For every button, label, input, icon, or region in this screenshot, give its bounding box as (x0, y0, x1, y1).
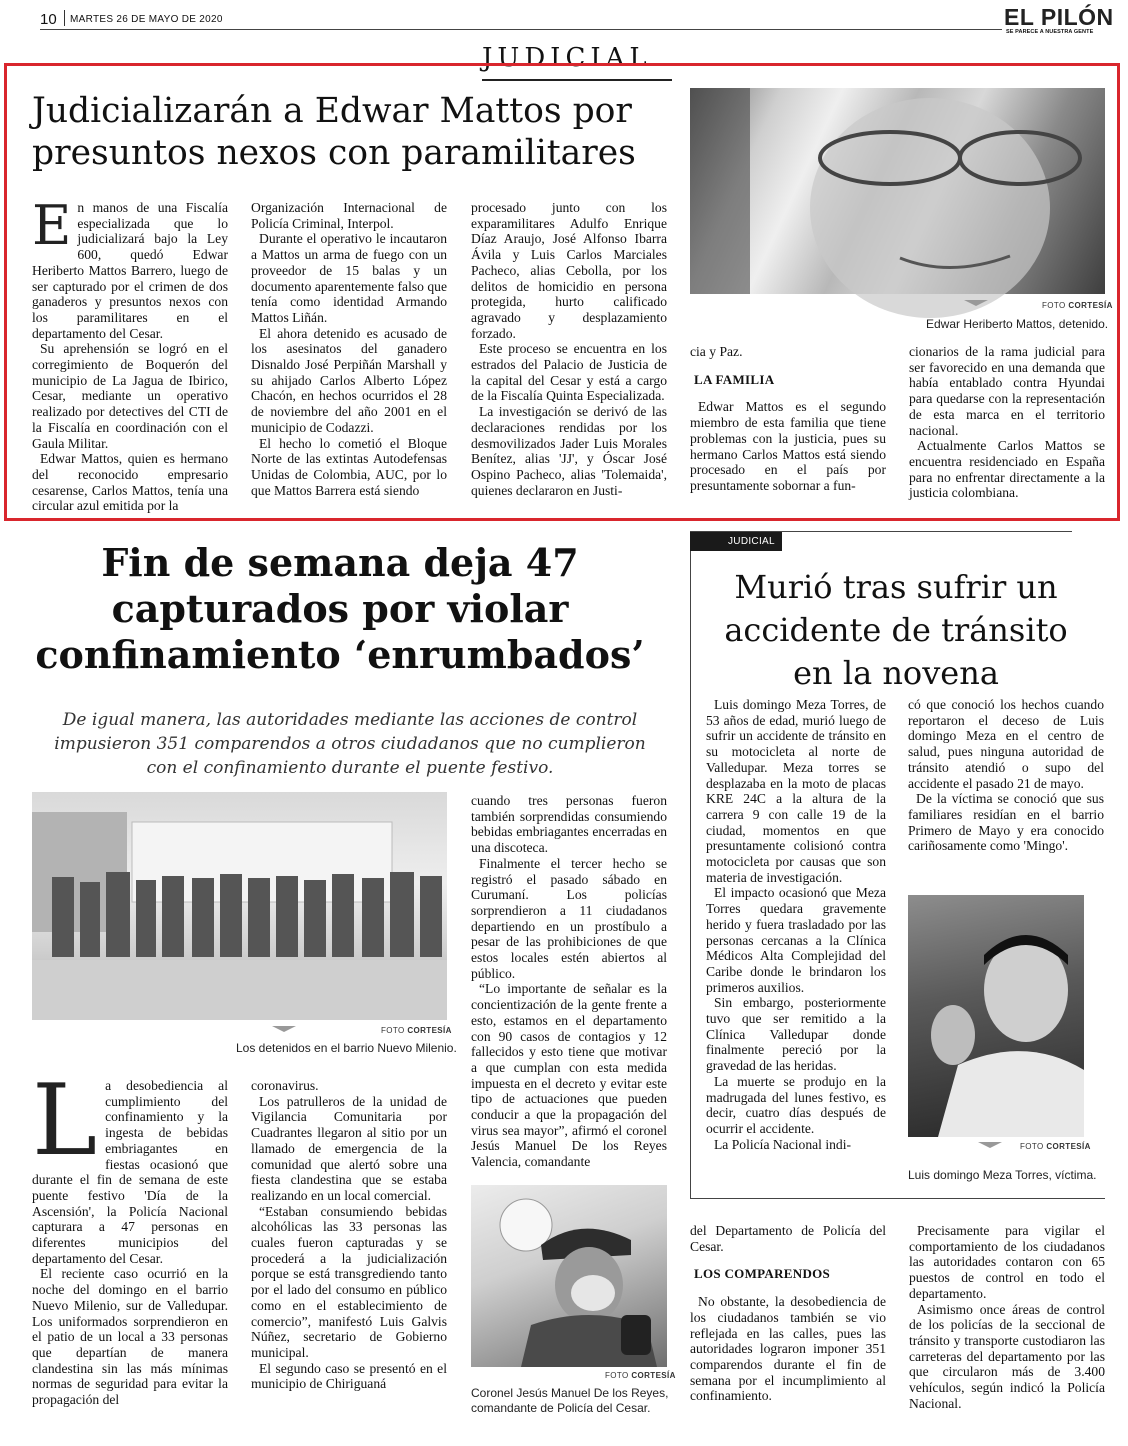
article2-headline (20, 540, 660, 678)
article1-paragraph: Organización Internacional de Policía Criminal, Interpol. (251, 200, 447, 231)
victim-illustration (908, 895, 1084, 1137)
article3-box-bottom-rule (690, 1198, 1105, 1199)
article2-paragraph: del Departamento de Policía del Cesar. (690, 1223, 886, 1254)
photo-credit-label: FOTO (605, 1371, 629, 1380)
article2-paragraph: Asimismo once áreas de control de los policías de la seccional de tránsito y transporte custodiaron las carreteras del departamento por las que circularon más de 3.400 vehículos, según indicó la Policía Nacional. (909, 1301, 1105, 1411)
article3-column-1 (706, 697, 886, 1189)
article3-paragraph: El impacto ocasionó que Meza Torres quedara gravemente herido y fuera trasladado por las personas cercanas a la Clínica Médicos Alta Complejidad del Caribe donde le brindaron los primeros auxilios. (706, 885, 886, 995)
article1-paragraph: Su aprehensión se logró en el corregimiento de Boquerón del municipio de La Jagua de Ibirico, Cesar, mediante un operativo realizado por detectives del CTI de la Fiscalía en coordinación con el Gaula Militar. (32, 341, 228, 451)
article2-paragraph: coronavirus. (251, 1078, 319, 1093)
article1-paragraph: procesado junto con los exparamilitares Adulfo Enrique Díaz Araujo, José Alfonso Ibarra Ávila y Luis Carlos Marciales Pacheco, alias Cebolla, por los delitos de homicidio en persona protegida, hurto calificado agravado y desplazamiento forzado. (471, 200, 667, 341)
subheading-los-comparendos: LOS COMPARENDOS (694, 1266, 831, 1282)
article1-paragraph: cionarios de la rama judicial para ser favorecido en una demanda que había entablado contra Hyundai para quedarse con la representación de esta marca en el territorio nacional. (909, 344, 1105, 438)
article3-headline (700, 566, 1092, 695)
photo-pointer (964, 300, 988, 306)
article2-paragraph: El reciente caso ocurrió en la noche del domingo en el barrio Nuevo Milenio, sur de Valledupar. Los uniformados sorprendieron en el patio de un local a 33 personas que departían de manera clandestina sin las más mínimas normas de seguridad para evitar la propagación del (32, 1266, 228, 1408)
photo-caption: Edwar Heriberto Mattos, detenido. (926, 317, 1109, 331)
header-rule (40, 29, 1002, 30)
photo-caption-line2: comandante de Policía del Cesar. (471, 1401, 651, 1415)
article2-lead-line3: con el confinamiento durante el puente festivo. (146, 758, 554, 778)
article2-paragraph: Precisamente para vigilar el comportamiento de los ciudadanos las autoridades contaron con 65 puestos de control en todo el departamento. (909, 1223, 1105, 1301)
article1-paragraph: El ahora detenido es acusado de los asesinatos del ganadero Disnaldo José Perpiñán Marshall y su ahijado Carlos Alberto López Chacón, en hechos ocurridos el 28 de noviembre del año 2001 en el municipio de Codazzi. (251, 325, 447, 435)
article2-headline-line1: Fin de semana deja 47 (101, 540, 579, 585)
article2-column-3 (471, 793, 667, 1193)
article2-lead (30, 708, 670, 780)
article3-column-2 (908, 697, 1104, 887)
photo-credit-label: FOTO (1020, 1142, 1044, 1151)
article3-headline-line1: Murió tras sufrir un (734, 568, 1058, 606)
article3-paragraph: Luis domingo Meza Torres, de 53 años de edad, murió luego de sufrir un accidente de tránsito en su motocicleta al norte de Valledupar. Meza torres se desplazaba en la moto de placas KRE 24C a la altura de la carrera 9 con calle 19 de la ciudad, momentos en que presuntamente colisionó contra motocicleta por causas que son materia de investigación. (706, 697, 886, 885)
article2-column-5 (909, 1223, 1105, 1423)
article2-headline-line2: capturados por violar (111, 586, 569, 631)
article2-lead-line2: impusieron 351 comparendos a otros ciudadanos que no cumplieron (54, 734, 646, 754)
article1-column-5 (909, 344, 1105, 504)
article2-photo-colonel (471, 1185, 667, 1367)
page-number: 10 (40, 11, 57, 28)
article3-headline-line2: accidente de tránsito (724, 611, 1068, 649)
photo-credit-source: CORTESÍA (631, 1371, 676, 1380)
article3-paragraph: De la víctima se conoció que sus familiares residían en el barrio Primero de Mayo y era conocido cariñosamente como 'Mingo'. (908, 791, 1104, 854)
photo-credit-source: CORTESÍA (1046, 1142, 1091, 1151)
article2-paragraph: No obstante, la desobediencia de los ciudadanos también se vio reflejada en las calles, pues las autoridades lograron imponer 351 comparendos durante el fin de semana por el incumplimiento al confinamiento. (690, 1294, 886, 1404)
article3-photo-victim (908, 895, 1084, 1137)
header-divider-tick (64, 10, 65, 26)
photo-pointer (272, 1026, 296, 1032)
photo-credit-source: CORTESÍA (1068, 301, 1113, 310)
article3-paragraph: có que conoció los hechos cuando reportaron el deceso de Luis domingo Meza en el centro de salud, pues ninguna autoridad de tránsito atendió o supo del accidente el pasado 21 de mayo. (908, 697, 1104, 791)
article1-paragraph: Este proceso se encuentra en los estrados del Palacio de Justicia de la capital del Cesar y está a cargo de la Fiscalía Quinta Especializada. (471, 341, 667, 404)
article2-paragraph: El segundo caso se presentó en el municipio de Chiriguaná (251, 1360, 447, 1392)
photo-credit (1020, 1142, 1091, 1151)
article2-paragraph: “Lo importante de señalar es la concientización de la gente frente a esto, estamos en el departamento con 90 casos de contagios y 12 fallecidos y esto tiene que motivar a que cumplan con esta medida impuesta en el decreto y evitar este tipo de actuaciones que pueden conducir a que la propagación del virus sea mayor”, afirmó el coronel Jesús Manuel De los Reyes Valencia, comandante (471, 981, 667, 1170)
photo-credit (381, 1026, 452, 1035)
portrait-illustration (690, 88, 1105, 294)
photo-credit-source: CORTESÍA (407, 1026, 452, 1035)
article1-paragraph: Edwar Mattos es el segundo miembro de esta familia que tiene problemas con la justicia, pues su hermano Carlos Mattos está siendo procesado en el país por presuntamente sobornar a fun- (690, 399, 886, 493)
article2-headline-line3: confinamiento ‘enrumbados’ (35, 632, 645, 677)
article1-paragraph: Actualmente Carlos Mattos se encuentra residenciado en España para no enfrentar directamente a la justicia colombiana. (909, 438, 1105, 501)
photo-credit (605, 1371, 676, 1380)
photo-caption (471, 1386, 668, 1416)
article2-paragraph: cuando tres personas fueron también sorprendidas consumiendo bebidas embriagantes encerradas en una discoteca. (471, 793, 667, 856)
article1-column-4 (690, 344, 886, 504)
article3-paragraph: Sin embargo, posteriormente tuvo que ser remitido a la Clínica Valledupar donde finalmente pereció por la gravedad de las heridas. (706, 995, 886, 1074)
photo-caption-line1: Coronel Jesús Manuel De los Reyes, (471, 1386, 669, 1400)
article1-headline-line2: presuntos nexos con paramilitares (32, 133, 636, 173)
article2-paragraph: “Estaban consumiendo bebidas alcohólicas las 33 personas las cuales fueron capturadas y se procederá a la judicialización porque se está transgrediendo tanto por el lado del consumo en público como en el establecimiento de comercio”, manifestó Luis Galvis Núñez, secretario de Gobierno municipal. (251, 1203, 447, 1360)
article1-paragraph: cia y Paz. (690, 344, 743, 359)
article2-paragraph: Los patrulleros de la unidad de Vigilancia Comunitaria por Cuadrantes llegaron al sitio por un llamado de emergencia de la comunidad que alertó sobre una fiesta clandestina que se estaba realizando en un local comercial. (251, 1093, 447, 1203)
article1-paragraph: n manos de una Fiscalía especializada que lo judicializará bajo la Ley 600, quedó Edwar Heriberto Mattos Barrero, luego de ser capturado por el crimen de dos ganaderos y presuntos nexos con los paramilitares en el departamento del Cesar. (32, 200, 228, 341)
detainees-illustration (32, 792, 447, 1020)
photo-credit (1042, 301, 1113, 310)
photo-credit-label: FOTO (381, 1026, 405, 1035)
article3-section-tag: JUDICIAL (690, 532, 782, 551)
article2-dropcap: L (32, 1064, 98, 1178)
photo-caption: Luis domingo Meza Torres, víctima. (908, 1168, 1097, 1182)
article1-headline-line1: Judicializarán a Edwar Mattos por (32, 91, 632, 131)
article2-column-4 (690, 1223, 886, 1423)
article1-paragraph: Durante el operativo le incautaron a Mattos un arma de fuego con un proveedor de 15 balas y un documento aparentemente falso que tenía como identidad Armando Mattos Liñán. (251, 231, 447, 325)
photo-caption: Los detenidos en el barrio Nuevo Milenio. (236, 1041, 457, 1055)
article1-paragraph: Edwar Mattos, quien es hermano del reconocido empresario cesarense, Carlos Mattos, tenía una circular azul emitida por la (32, 451, 228, 514)
article1-headline (32, 90, 636, 174)
colonel-illustration (471, 1185, 667, 1367)
article3-paragraph: La Policía Nacional indi- (714, 1136, 852, 1152)
article1-dropcap: E (32, 194, 72, 257)
article1-paragraph: El hecho lo cometió el Bloque Norte de las extintas Autodefensas Unidas de Colombia, AUC, por lo que Mattos Barrera está siendo (251, 435, 447, 498)
article3-paragraph: La muerte se produjo en la madrugada del lunes festivo, es decir, cuatro días después de ocurrir el accidente. (706, 1073, 886, 1136)
photo-pointer (978, 1142, 1002, 1148)
article2-photo-detainees (32, 792, 447, 1020)
photo-credit-label: FOTO (1042, 301, 1066, 310)
subheading-la-familia: LA FAMILIA (694, 371, 775, 387)
masthead-tagline: SE PARECE A NUESTRA GENTE (1006, 29, 1094, 35)
article1-photo-portrait (690, 88, 1105, 294)
article2-paragraph: Finalmente el tercer hecho se registró el pasado sábado en Curumaní. Los policías sorprendieron a 11 ciudadanos departiendo en un prostíbulo a pesar de las prohibiciones de que estos locales estén abiertos al público. (471, 855, 667, 981)
article2-paragraph: a desobediencia al cumplimiento del confinamiento y la ingesta de bebidas embriagantes en fiestas ocasionó que durante el fin de semana de este puente festivo 'Día de la Ascensión', la Policía Nacional capturara a 47 personas en diferentes municipios del departamento del Cesar. (32, 1078, 228, 1266)
article2-lead-line1: De igual manera, las autoridades mediante las acciones de control (62, 710, 638, 730)
article2-column-2 (251, 1078, 447, 1418)
article1-paragraph: La investigación se derivó de las declaraciones rendidas por los desmovilizados Jader Luis Morales Benítez, alias 'JJ', y Óscar José Ospino Pacheco, alias 'Tolemaida', quienes declararon en Justi- (471, 404, 667, 498)
section-label: JUDICIAL (482, 43, 652, 73)
article1-column-2 (251, 200, 447, 500)
article1-column-1 (32, 194, 228, 514)
article3-headline-line3: en la novena (793, 654, 999, 692)
masthead-logo: EL PILÓN (1004, 4, 1114, 30)
article3-box-left-rule (690, 531, 691, 1199)
article2-column-1 (32, 1064, 228, 1418)
article1-column-3 (471, 200, 667, 500)
issue-date: MARTES 26 DE MAYO DE 2020 (70, 14, 223, 25)
